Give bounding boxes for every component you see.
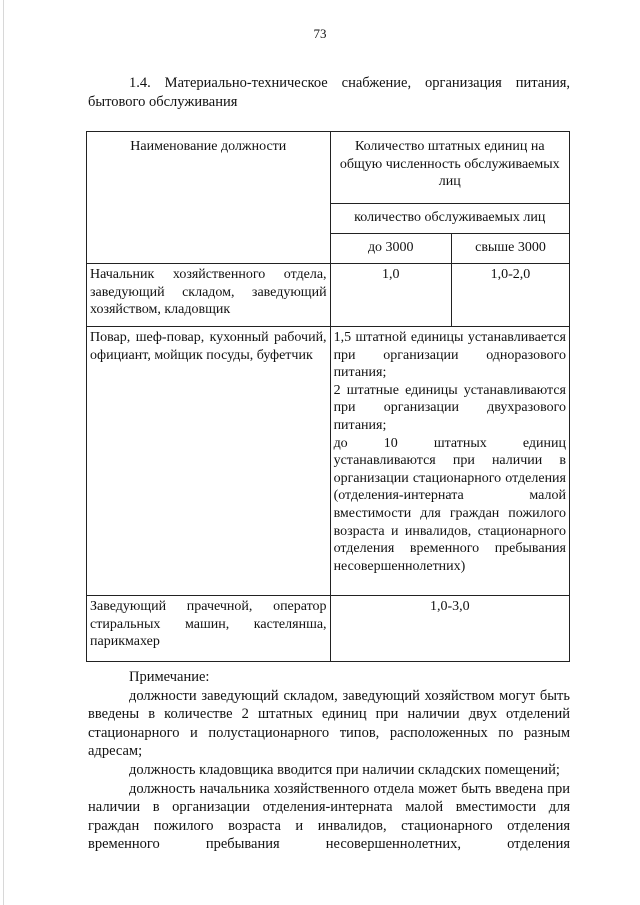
- header-units-cell: [330, 132, 569, 204]
- units-line: 1,5 штатной единицы устанавливается при организации одноразового питания;: [333, 330, 566, 381]
- note-item: должность начальника хозяйственного отдела может быть введена при наличии в организации отделения-интерната малой вместимости для граждан пожилого возраста и инвалидов, стационарного отделения временного пребывания несовершеннолетних, отделения: [88, 780, 570, 853]
- position-cell: [87, 596, 331, 662]
- staffing-table: [86, 131, 570, 662]
- header-position-cell: [87, 132, 331, 264]
- page-edge-line: [3, 0, 4, 905]
- position-text: Начальник хозяйственного отдела, заведующий складом, заведующий хозяйством, кладовщик: [90, 267, 327, 318]
- header-over-3000-label: свыше 3000: [475, 240, 546, 255]
- section-heading: 1.4. Материально-техническое снабжение, организация питания, бытового обслуживания: [88, 75, 570, 110]
- header-over-3000-cell: [451, 234, 569, 264]
- header-units-label: Количество штатных единиц на общую численность обслуживаемых лиц: [339, 139, 560, 190]
- header-position-label: Наименование должности: [130, 139, 287, 154]
- position-cell: [87, 264, 331, 327]
- header-under-3000-label: до 3000: [367, 240, 414, 255]
- page-number: 73: [313, 26, 327, 41]
- position-text: Повар, шеф-повар, кухонный рабочий, официант, мойщик посуды, буфетчик: [90, 330, 327, 363]
- under-3000-value: 1,0: [382, 267, 400, 282]
- under-3000-cell: [330, 264, 451, 327]
- header-served-cell: [330, 204, 569, 234]
- units-cell: [330, 327, 569, 596]
- table-row: [87, 596, 570, 662]
- note-item: должность кладовщика вводится при наличии складских помещений;: [129, 761, 560, 778]
- over-3000-value: 1,0-2,0: [490, 267, 531, 282]
- position-text: Заведующий прачечной, оператор стиральных машин, кастелянша, парикмахер: [90, 599, 327, 650]
- table-header-row: [87, 132, 570, 204]
- over-3000-cell: [451, 264, 569, 327]
- units-value: 1,0-3,0: [429, 599, 470, 614]
- units-line: 2 штатные единицы устанавливаются при организации двухразового питания;: [333, 382, 566, 433]
- note-item: должности заведующий складом, заведующий хозяйством могут быть введены в количестве 2 штатных единиц при наличии двух отделений стационарного и полустационарного типов, расположенных по разным адресам;: [88, 687, 570, 760]
- units-line: до 10 штатных единиц устанавливаются при наличии в организации стационарного отделения (отделения-интерната малой вместимости для граждан пожилого возраста и инвалидов, стационарного отделения временного пребывания несовершеннолетних): [333, 435, 566, 574]
- notes-title: Примечание:: [129, 669, 210, 685]
- table-row: [87, 264, 570, 327]
- table-row: [87, 327, 570, 596]
- units-cell: [330, 596, 569, 662]
- notes-section: [88, 668, 570, 854]
- header-served-label: количество обслуживаемых лиц: [354, 210, 546, 225]
- position-cell: [87, 327, 331, 596]
- header-under-3000-cell: [330, 234, 451, 264]
